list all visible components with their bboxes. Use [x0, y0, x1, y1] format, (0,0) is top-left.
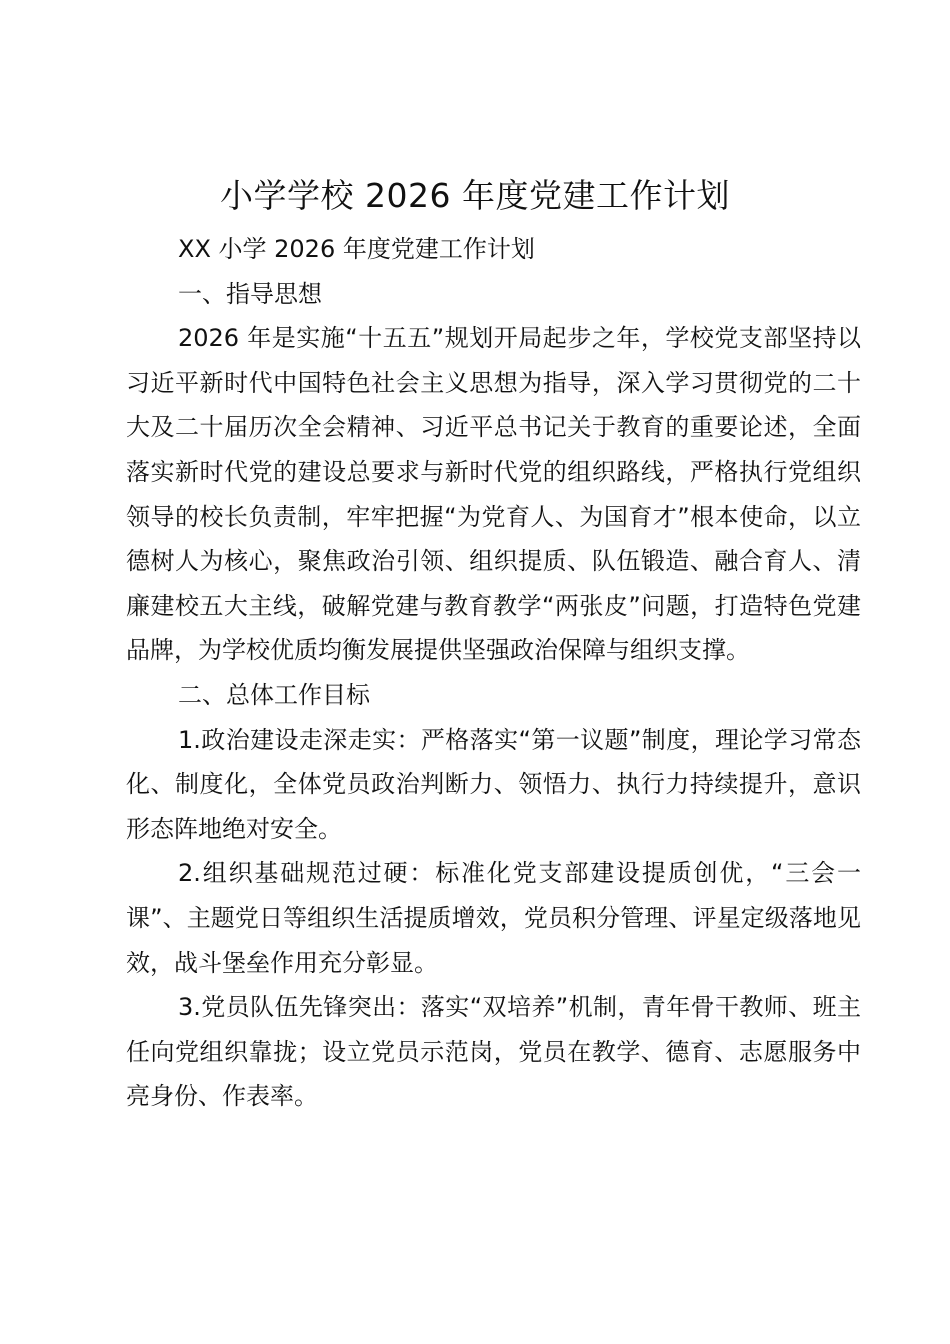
document-subtitle: XX 小学 2026 年度党建工作计划 [178, 235, 535, 263]
paragraph-guiding-ideology: 2026 年是实施“十五五”规划开局起步之年，学校党支部坚持以习近平新时代中国特色社会主义思想为指导，深入学习贯彻党的二十大及二十届历次全会精神、习近平总书记关于教育的重要论述，全面落实新时代党的建设总要求与新时代党的组织路线，严格执行党组织领导的校长负责制，牢牢把握“为党育人、为国育才”根本使命，以立德树人为核心，聚焦政治引领、组织提质、队伍锻造、融合育人、清廉建校五大主线，破解党建与教育教学“两张皮”问题，打造特色党建品牌，为学校优质均衡发展提供坚强政治保障与组织支撑。 [126, 324, 861, 665]
goal-item-organization-foundation: 2.组织基础规范过硬：标准化党支部建设提质创优，“三会一课”、主题党日等组织生活提质增效，党员积分管理、评星定级落地见效，战斗堡垒作用充分彰显。 [126, 859, 861, 977]
section-heading-guiding-ideology: 一、指导思想 [178, 279, 322, 308]
section-heading-overall-goals: 二、总体工作目标 [178, 680, 370, 709]
document-title: 小学学校 2026 年度党建工作计划 [220, 176, 730, 215]
goal-item-party-member-team: 3.党员队伍先锋突出：落实“双培养”机制，青年骨干教师、班主任向党组织靠拢；设立党员示范岗，党员在教学、德育、志愿服务中亮身份、作表率。 [126, 993, 861, 1111]
goal-item-political-building: 1.政治建设走深走实：严格落实“第一议题”制度，理论学习常态化、制度化，全体党员政治判断力、领悟力、执行力持续提升，意识形态阵地绝对安全。 [126, 725, 861, 843]
document-body [126, 227, 861, 1119]
